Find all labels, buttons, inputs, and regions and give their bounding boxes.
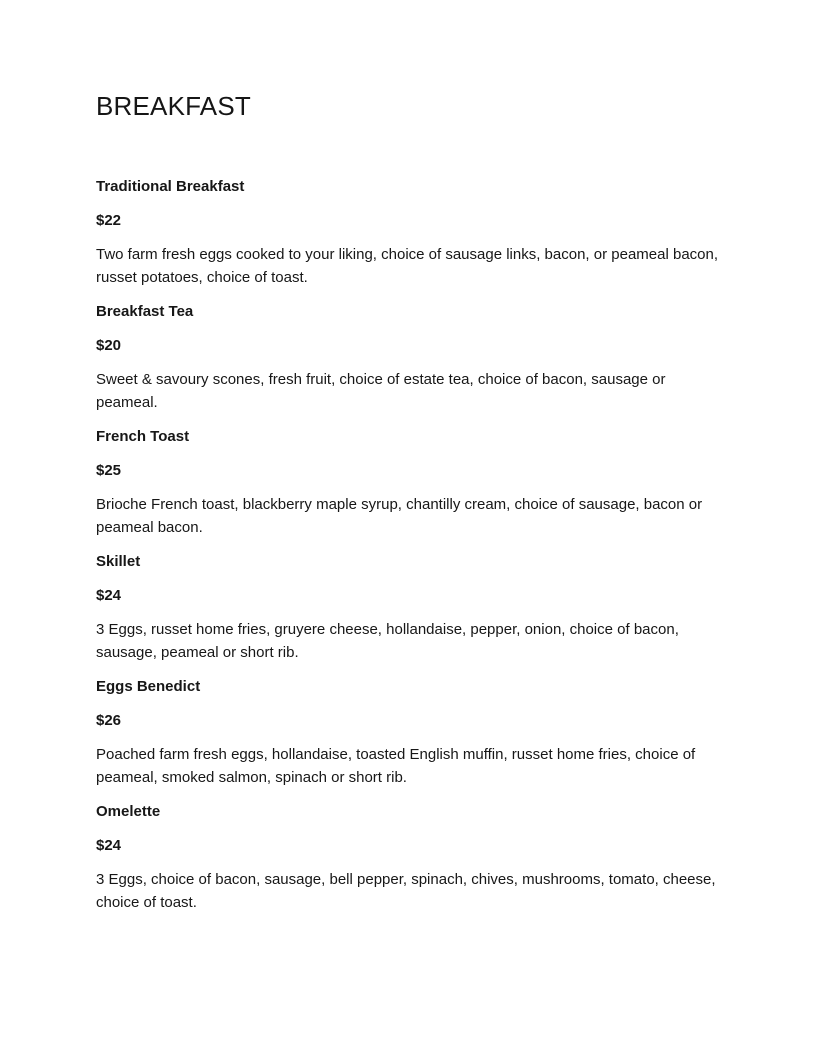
menu-item bbox=[96, 425, 720, 539]
item-price: $26 bbox=[96, 712, 122, 729]
item-name: Traditional Breakfast bbox=[96, 178, 245, 195]
item-description: Sweet & savoury scones, fresh fruit, choice of estate tea, choice of bacon, sausage or peameal. bbox=[96, 371, 666, 411]
item-description: Two farm fresh eggs cooked to your liking, choice of sausage links, bacon, or peameal bacon, russet potatoes, choice of toast. bbox=[96, 246, 719, 286]
item-description: 3 Eggs, choice of bacon, sausage, bell pepper, spinach, chives, mushrooms, tomato, cheese, choice of toast. bbox=[96, 871, 716, 911]
menu-item bbox=[96, 675, 720, 789]
page-title: BREAKFAST bbox=[96, 91, 251, 121]
menu-item bbox=[96, 175, 720, 289]
item-name: Skillet bbox=[96, 553, 141, 570]
item-description: Poached farm fresh eggs, hollandaise, toasted English muffin, russet home fries, choice of peameal, smoked salmon, spinach or short rib. bbox=[96, 746, 696, 786]
item-name: Eggs Benedict bbox=[96, 678, 201, 695]
item-name: French Toast bbox=[96, 428, 190, 445]
item-price: $24 bbox=[96, 837, 122, 854]
item-description: Brioche French toast, blackberry maple syrup, chantilly cream, choice of sausage, bacon or peameal bacon. bbox=[96, 496, 703, 536]
menu-list bbox=[96, 175, 720, 914]
item-name: Omelette bbox=[96, 803, 161, 820]
menu-item bbox=[96, 550, 720, 664]
menu-item bbox=[96, 800, 720, 914]
item-price: $22 bbox=[96, 212, 122, 229]
item-description: 3 Eggs, russet home fries, gruyere cheese, hollandaise, pepper, onion, choice of bacon, sausage, peameal or short rib. bbox=[96, 621, 679, 661]
item-price: $25 bbox=[96, 462, 122, 479]
item-price: $24 bbox=[96, 587, 122, 604]
menu-item bbox=[96, 300, 720, 414]
item-price: $20 bbox=[96, 337, 122, 354]
item-name: Breakfast Tea bbox=[96, 303, 194, 320]
